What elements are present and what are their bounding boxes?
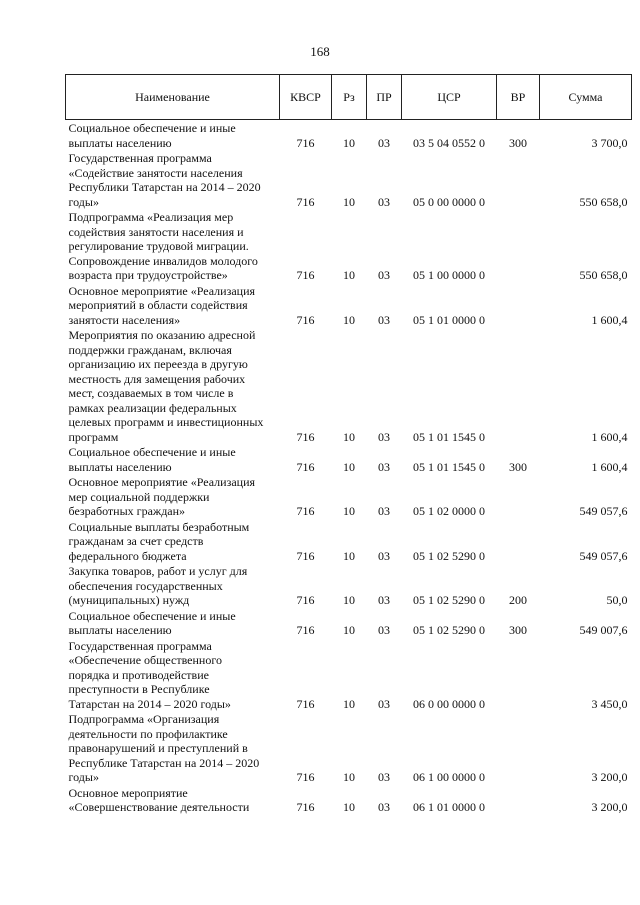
name-cell-text: Социальное обеспечение и иные выплаты населению bbox=[68, 608, 236, 637]
rz-cell bbox=[332, 327, 367, 444]
csr-cell bbox=[402, 120, 497, 151]
name-cell bbox=[66, 474, 280, 519]
sum-cell bbox=[540, 474, 632, 519]
csr-cell bbox=[402, 444, 497, 474]
vr-cell bbox=[497, 519, 540, 564]
pr-cell-text: 03 bbox=[378, 593, 390, 607]
kvsr-cell bbox=[280, 209, 332, 283]
rz-cell bbox=[332, 563, 367, 608]
sum-cell-text: 550 658,0 bbox=[579, 268, 628, 282]
header-csr: ЦСР bbox=[402, 75, 497, 120]
kvsr-cell-text: 716 bbox=[296, 623, 315, 637]
header-sum: Сумма bbox=[540, 75, 632, 120]
pr-cell bbox=[367, 209, 402, 283]
rz-cell bbox=[332, 209, 367, 283]
sum-cell bbox=[540, 444, 632, 474]
kvsr-cell bbox=[280, 638, 332, 712]
sum-cell-text: 3 200,0 bbox=[591, 770, 628, 784]
kvsr-cell-text: 716 bbox=[296, 548, 315, 563]
rz-cell-text: 10 bbox=[343, 135, 355, 150]
kvsr-cell bbox=[280, 563, 332, 608]
pr-cell bbox=[367, 474, 402, 519]
header-vr: ВР bbox=[497, 75, 540, 120]
pr-cell-text: 03 bbox=[378, 504, 390, 518]
name-cell-text: Основное мероприятие «Реализация мер социальной поддержки безработных граждан» bbox=[68, 475, 256, 518]
rz-cell bbox=[332, 150, 367, 209]
name-cell-text: Основное мероприятие «Совершенствование деятельности bbox=[68, 785, 250, 814]
rz-cell bbox=[332, 608, 367, 638]
table-row bbox=[66, 150, 632, 209]
csr-cell-text: 05 1 01 1545 0 bbox=[413, 459, 485, 474]
vr-cell-text: 300 bbox=[509, 135, 527, 150]
vr-cell bbox=[497, 444, 540, 474]
pr-cell bbox=[367, 711, 402, 785]
kvsr-cell-text: 716 bbox=[296, 268, 315, 282]
rz-cell bbox=[332, 444, 367, 474]
pr-cell bbox=[367, 150, 402, 209]
rz-cell bbox=[332, 519, 367, 564]
name-cell bbox=[66, 608, 280, 638]
header-name: Наименование bbox=[66, 75, 280, 120]
csr-cell-text: 05 1 00 0000 0 bbox=[413, 268, 485, 282]
name-cell bbox=[66, 150, 280, 209]
sum-cell-text: 1 600,4 bbox=[591, 429, 628, 444]
sum-cell-text: 549 007,6 bbox=[579, 623, 628, 637]
rz-cell bbox=[332, 474, 367, 519]
name-cell bbox=[66, 444, 280, 474]
kvsr-cell bbox=[280, 519, 332, 564]
name-cell bbox=[66, 785, 280, 815]
pr-cell bbox=[367, 608, 402, 638]
kvsr-cell bbox=[280, 150, 332, 209]
pr-cell-text: 03 bbox=[378, 548, 390, 563]
pr-cell-text: 03 bbox=[378, 459, 390, 474]
name-cell-text: Социальное обеспечение и иные выплаты населению bbox=[68, 445, 236, 474]
vr-cell-text: 300 bbox=[509, 459, 527, 474]
name-cell bbox=[66, 519, 280, 564]
table-row bbox=[66, 608, 632, 638]
table-row bbox=[66, 327, 632, 444]
pr-cell-text: 03 bbox=[378, 194, 390, 209]
header-pr: ПР bbox=[367, 75, 402, 120]
pr-cell bbox=[367, 327, 402, 444]
rz-cell-text: 10 bbox=[343, 504, 355, 518]
kvsr-cell bbox=[280, 608, 332, 638]
pr-cell-text: 03 bbox=[378, 429, 390, 444]
kvsr-cell-text: 716 bbox=[296, 696, 315, 711]
table-row bbox=[66, 209, 632, 283]
csr-cell bbox=[402, 711, 497, 785]
rz-cell-text: 10 bbox=[343, 593, 355, 607]
name-cell bbox=[66, 120, 280, 151]
pr-cell bbox=[367, 444, 402, 474]
csr-cell bbox=[402, 283, 497, 328]
vr-cell bbox=[497, 209, 540, 283]
rz-cell bbox=[332, 638, 367, 712]
name-cell-text: Закупка товаров, работ и услуг для обеспечения государственных (муниципальных) нужд bbox=[68, 564, 248, 607]
sum-cell-text: 549 057,6 bbox=[579, 548, 628, 563]
kvsr-cell bbox=[280, 474, 332, 519]
rz-cell-text: 10 bbox=[343, 268, 355, 282]
vr-cell-text: 300 bbox=[509, 623, 527, 637]
kvsr-cell bbox=[280, 711, 332, 785]
vr-cell bbox=[497, 283, 540, 328]
name-cell-text: Государственная программа «Обеспечение общественного порядка и противодействие преступности в Республике Татарстан на 2014 – 2020 годы» bbox=[68, 638, 231, 711]
csr-cell-text: 06 1 00 0000 0 bbox=[413, 770, 485, 784]
table-header-row bbox=[66, 75, 632, 120]
vr-cell bbox=[497, 120, 540, 151]
name-cell-text: Государственная программа «Содействие занятости населения Республики Татарстан на 2014 – 2020 годы» bbox=[68, 151, 261, 209]
sum-cell bbox=[540, 608, 632, 638]
sum-cell-text: 3 200,0 bbox=[591, 800, 628, 814]
name-cell-text: Социальное обеспечение и иные выплаты населению bbox=[68, 121, 236, 150]
csr-cell bbox=[402, 327, 497, 444]
pr-cell bbox=[367, 283, 402, 328]
sum-cell-text: 549 057,6 bbox=[579, 504, 628, 518]
table-row bbox=[66, 474, 632, 519]
kvsr-cell-text: 716 bbox=[296, 770, 315, 784]
pr-cell-text: 03 bbox=[378, 268, 390, 282]
sum-cell bbox=[540, 785, 632, 815]
csr-cell bbox=[402, 150, 497, 209]
rz-cell bbox=[332, 283, 367, 328]
kvsr-cell-text: 716 bbox=[296, 800, 315, 814]
pr-cell-text: 03 bbox=[378, 800, 390, 814]
sum-cell bbox=[540, 519, 632, 564]
vr-cell bbox=[497, 327, 540, 444]
name-cell-text: Мероприятия по оказанию адресной поддержки гражданам, включая организацию их переезда в другую местность для замещения рабочих мест, создаваемых в том числе в рамках реализации федеральных целевых программ и инвестиционных программ bbox=[68, 328, 264, 444]
rz-cell-text: 10 bbox=[343, 459, 355, 474]
sum-cell-text: 1 600,4 bbox=[591, 459, 628, 474]
rz-cell bbox=[332, 120, 367, 151]
pr-cell-text: 03 bbox=[378, 623, 390, 637]
csr-cell-text: 05 1 02 5290 0 bbox=[413, 548, 485, 563]
kvsr-cell-text: 716 bbox=[296, 593, 315, 607]
kvsr-cell-text: 716 bbox=[296, 135, 315, 150]
csr-cell-text: 05 1 02 0000 0 bbox=[413, 504, 485, 518]
vr-cell bbox=[497, 150, 540, 209]
name-cell-text: Социальные выплаты безработным гражданам за счет средств федерального бюджета bbox=[68, 519, 250, 563]
csr-cell bbox=[402, 209, 497, 283]
header-rz: Рз bbox=[332, 75, 367, 120]
pr-cell bbox=[367, 785, 402, 815]
pr-cell bbox=[367, 638, 402, 712]
rz-cell-text: 10 bbox=[343, 548, 355, 563]
name-cell bbox=[66, 563, 280, 608]
kvsr-cell bbox=[280, 785, 332, 815]
sum-cell-text: 1 600,4 bbox=[591, 312, 628, 327]
sum-cell bbox=[540, 563, 632, 608]
pr-cell-text: 03 bbox=[378, 770, 390, 784]
sum-cell-text: 3 700,0 bbox=[591, 135, 628, 150]
csr-cell bbox=[402, 608, 497, 638]
csr-cell bbox=[402, 474, 497, 519]
name-cell-text: Основное мероприятие «Реализация мероприятий в области содействия занятости населения» bbox=[68, 283, 256, 327]
table-row bbox=[66, 519, 632, 564]
table-row bbox=[66, 711, 632, 785]
rz-cell-text: 10 bbox=[343, 770, 355, 784]
table-row bbox=[66, 120, 632, 151]
pr-cell bbox=[367, 120, 402, 151]
csr-cell-text: 05 1 01 0000 0 bbox=[413, 312, 485, 327]
csr-cell bbox=[402, 785, 497, 815]
kvsr-cell-text: 716 bbox=[296, 194, 315, 209]
kvsr-cell bbox=[280, 283, 332, 328]
rz-cell-text: 10 bbox=[343, 696, 355, 711]
vr-cell bbox=[497, 474, 540, 519]
csr-cell-text: 05 1 01 1545 0 bbox=[413, 429, 485, 444]
budget-table bbox=[65, 74, 632, 815]
csr-cell bbox=[402, 638, 497, 712]
name-cell bbox=[66, 327, 280, 444]
csr-cell bbox=[402, 519, 497, 564]
rz-cell bbox=[332, 711, 367, 785]
sum-cell bbox=[540, 209, 632, 283]
kvsr-cell bbox=[280, 444, 332, 474]
sum-cell bbox=[540, 120, 632, 151]
sum-cell bbox=[540, 327, 632, 444]
vr-cell-text: 200 bbox=[509, 593, 527, 607]
csr-cell bbox=[402, 563, 497, 608]
sum-cell bbox=[540, 283, 632, 328]
kvsr-cell-text: 716 bbox=[296, 459, 315, 474]
sum-cell-text: 50,0 bbox=[606, 593, 628, 607]
table-row bbox=[66, 563, 632, 608]
vr-cell bbox=[497, 785, 540, 815]
csr-cell-text: 05 0 00 0000 0 bbox=[413, 194, 485, 209]
rz-cell-text: 10 bbox=[343, 312, 355, 327]
table-row bbox=[66, 638, 632, 712]
name-cell bbox=[66, 209, 280, 283]
kvsr-cell bbox=[280, 120, 332, 151]
table-row bbox=[66, 785, 632, 815]
name-cell-text: Подпрограмма «Реализация мер содействия занятости населения и регулирование трудовой миграции. Сопровождение инвалидов молодого возраста при трудоустройстве» bbox=[68, 210, 258, 282]
table-row bbox=[66, 444, 632, 474]
csr-cell-text: 05 1 02 5290 0 bbox=[413, 593, 485, 607]
vr-cell bbox=[497, 608, 540, 638]
pr-cell-text: 03 bbox=[378, 312, 390, 327]
csr-cell-text: 06 0 00 0000 0 bbox=[413, 696, 485, 711]
vr-cell bbox=[497, 638, 540, 712]
rz-cell-text: 10 bbox=[343, 194, 355, 209]
csr-cell-text: 03 5 04 0552 0 bbox=[413, 135, 485, 150]
sum-cell bbox=[540, 711, 632, 785]
kvsr-cell-text: 716 bbox=[296, 312, 315, 327]
page-number: 168 bbox=[310, 44, 330, 59]
vr-cell bbox=[497, 711, 540, 785]
name-cell bbox=[66, 638, 280, 712]
rz-cell-text: 10 bbox=[343, 623, 355, 637]
kvsr-cell-text: 716 bbox=[296, 429, 315, 444]
pr-cell bbox=[367, 563, 402, 608]
pr-cell-text: 03 bbox=[378, 696, 390, 711]
name-cell bbox=[66, 711, 280, 785]
table-row bbox=[66, 283, 632, 328]
rz-cell-text: 10 bbox=[343, 800, 355, 814]
csr-cell-text: 06 1 01 0000 0 bbox=[413, 800, 485, 814]
sum-cell bbox=[540, 638, 632, 712]
vr-cell bbox=[497, 563, 540, 608]
name-cell bbox=[66, 283, 280, 328]
sum-cell-text: 550 658,0 bbox=[579, 194, 628, 209]
pr-cell bbox=[367, 519, 402, 564]
kvsr-cell bbox=[280, 327, 332, 444]
pr-cell-text: 03 bbox=[378, 135, 390, 150]
rz-cell bbox=[332, 785, 367, 815]
name-cell-text: Подпрограмма «Организация деятельности по профилактике правонарушений и преступлений в Республике Татарстан на 2014 – 2020 годы» bbox=[68, 712, 260, 784]
header-kvsr: КВСР bbox=[280, 75, 332, 120]
kvsr-cell-text: 716 bbox=[296, 504, 315, 518]
sum-cell bbox=[540, 150, 632, 209]
sum-cell-text: 3 450,0 bbox=[591, 696, 628, 711]
rz-cell-text: 10 bbox=[343, 429, 355, 444]
csr-cell-text: 05 1 02 5290 0 bbox=[413, 623, 485, 637]
